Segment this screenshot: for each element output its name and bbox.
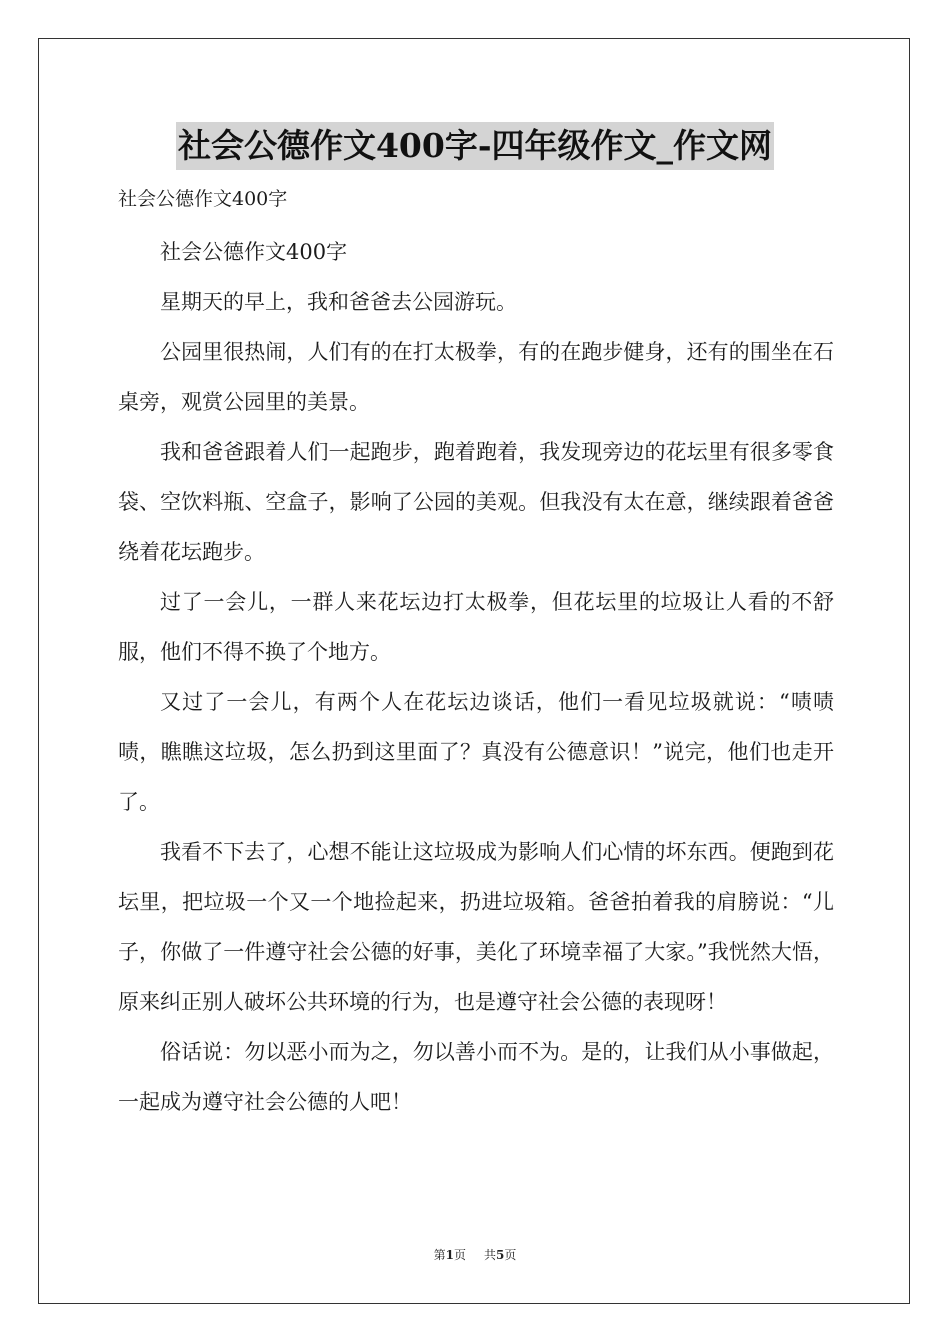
paragraph-3: 公园里很热闹，人们有的在打太极拳，有的在跑步健身，还有的围坐在石桌旁，观赏公园里的美景。 [118, 340, 834, 414]
paragraph-4: 我和爸爸跟着人们一起跑步，跑着跑着，我发现旁边的花坛里有很多零食袋、空饮料瓶、空盒子，影响了公园的美观。但我没有太在意，继续跟着爸爸绕着花坛跑步。 [118, 440, 834, 564]
paragraph-1: 社会公德作文400字 [160, 240, 348, 264]
page-footer [0, 1246, 950, 1263]
page-total: 5 [496, 1248, 505, 1262]
document-subtitle: 社会公德作文400字 [118, 188, 288, 210]
total-prefix: 共 [484, 1248, 497, 1262]
paragraph-5: 过了一会儿，一群人来花坛边打太极拳，但花坛里的垃圾让人看的不舒服，他们不得不换了个地方。 [118, 590, 834, 664]
paragraph-7: 我看不下去了，心想不能让这垃圾成为影响人们心情的坏东西。便跑到花坛里，把垃圾一个又一个地捡起来，扔进垃圾箱。爸爸拍着我的肩膀说：“儿子，你做了一件遵守社会公德的好事，美化了环境幸福了大家。”我恍然大悟，原来纠正别人破坏公共环境的行为，也是遵守社会公德的表现呀！ [118, 840, 834, 1014]
title-container [0, 122, 950, 170]
page-prefix: 第 [433, 1248, 446, 1262]
paragraph-8: 俗话说：勿以恶小而为之，勿以善小而不为。是的，让我们从小事做起，一起成为遵守社会公德的人吧！ [118, 1040, 834, 1114]
page-current: 1 [445, 1248, 454, 1262]
paragraph-6: 又过了一会儿，有两个人在花坛边谈话，他们一看见垃圾就说：“啧啧啧，瞧瞧这垃圾，怎么扔到这里面了？真没有公德意识！”说完，他们也走开了。 [118, 690, 834, 814]
document-body [118, 177, 834, 1127]
document-title: 社会公德作文400字-四年级作文_作文网 [176, 122, 774, 170]
paragraph-2: 星期天的早上，我和爸爸去公园游玩。 [160, 290, 517, 314]
total-suffix: 页 [504, 1248, 517, 1262]
page-mid: 页 [453, 1248, 466, 1262]
